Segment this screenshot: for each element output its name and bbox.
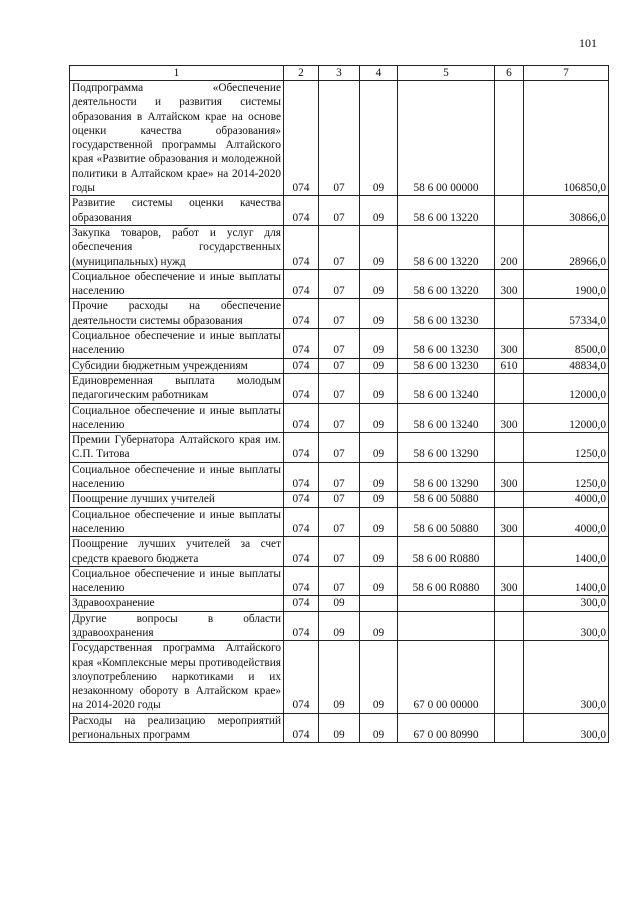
row-amount-cell: 4000,0 — [524, 492, 609, 507]
row-section-cell: 09 — [319, 641, 360, 713]
row-amount-cell: 300,0 — [524, 596, 609, 611]
row-target-code-cell: 58 6 00 13230 — [398, 358, 495, 373]
row-admin-code-cell: 074 — [284, 641, 319, 713]
row-target-code-cell: 58 6 00 13240 — [398, 403, 495, 433]
table-row — [70, 433, 609, 463]
header-col-4: 4 — [360, 66, 398, 81]
row-expense-type-cell — [495, 713, 524, 743]
row-section-cell: 07 — [319, 196, 360, 226]
row-admin-code-cell: 074 — [284, 403, 319, 433]
row-admin-code-cell: 074 — [284, 299, 319, 329]
row-expense-type-cell: 610 — [495, 358, 524, 373]
row-subsection-cell: 09 — [360, 641, 398, 713]
row-subsection-cell: 09 — [360, 225, 398, 269]
table-row — [70, 596, 609, 611]
row-target-code-cell: 58 6 00 50880 — [398, 507, 495, 537]
row-amount-cell: 57334,0 — [524, 299, 609, 329]
row-target-code-cell: 58 6 00 13230 — [398, 299, 495, 329]
row-section-cell: 07 — [319, 329, 360, 359]
table-row — [70, 537, 609, 567]
row-amount-cell: 300,0 — [524, 641, 609, 713]
row-expense-type-cell — [495, 196, 524, 226]
row-amount-cell: 48834,0 — [524, 358, 609, 373]
table-row — [70, 713, 609, 743]
row-name-cell: Другие вопросы в области здравоохранения — [70, 611, 284, 641]
row-section-cell: 07 — [319, 269, 360, 299]
row-name-cell: Единовременная выплата молодым педагогическим работникам — [70, 373, 284, 403]
row-section-cell: 07 — [319, 225, 360, 269]
row-section-cell: 07 — [319, 507, 360, 537]
row-admin-code-cell: 074 — [284, 269, 319, 299]
row-name-cell: Социальное обеспечение и иные выплаты населению — [70, 566, 284, 596]
row-admin-code-cell: 074 — [284, 373, 319, 403]
row-section-cell: 07 — [319, 373, 360, 403]
row-target-code-cell: 58 6 00 R0880 — [398, 537, 495, 567]
table-row — [70, 641, 609, 713]
row-name-cell: Поощрение лучших учителей за счет средств краевого бюджета — [70, 537, 284, 567]
row-name-cell: Социальное обеспечение и иные выплаты населению — [70, 507, 284, 537]
row-name-cell: Расходы на реализацию мероприятий региональных программ — [70, 713, 284, 743]
row-amount-cell: 1400,0 — [524, 537, 609, 567]
row-name-cell: Субсидии бюджетным учреждениям — [70, 358, 284, 373]
row-admin-code-cell: 074 — [284, 566, 319, 596]
row-admin-code-cell: 074 — [284, 433, 319, 463]
row-expense-type-cell — [495, 641, 524, 713]
row-amount-cell: 12000,0 — [524, 373, 609, 403]
row-target-code-cell: 58 6 00 13230 — [398, 329, 495, 359]
row-amount-cell: 30866,0 — [524, 196, 609, 226]
row-subsection-cell: 09 — [360, 611, 398, 641]
row-subsection-cell: 09 — [360, 269, 398, 299]
row-target-code-cell: 58 6 00 50880 — [398, 492, 495, 507]
row-subsection-cell: 09 — [360, 81, 398, 196]
row-name-cell: Социальное обеспечение и иные выплаты населению — [70, 462, 284, 492]
row-name-cell: Премии Губернатора Алтайского края им. С.П. Титова — [70, 433, 284, 463]
row-expense-type-cell — [495, 492, 524, 507]
row-expense-type-cell — [495, 433, 524, 463]
row-amount-cell: 1900,0 — [524, 269, 609, 299]
row-target-code-cell: 58 6 00 13240 — [398, 373, 495, 403]
row-section-cell: 09 — [319, 713, 360, 743]
row-target-code-cell: 58 6 00 13290 — [398, 462, 495, 492]
row-expense-type-cell: 300 — [495, 566, 524, 596]
row-subsection-cell: 09 — [360, 373, 398, 403]
row-amount-cell: 1250,0 — [524, 462, 609, 492]
row-name-cell: Прочие расходы на обеспечение деятельности системы образования — [70, 299, 284, 329]
header-col-7: 7 — [524, 66, 609, 81]
row-target-code-cell: 58 6 00 R0880 — [398, 566, 495, 596]
row-amount-cell: 1400,0 — [524, 566, 609, 596]
row-section-cell: 07 — [319, 433, 360, 463]
row-subsection-cell: 09 — [360, 358, 398, 373]
row-section-cell: 09 — [319, 596, 360, 611]
row-target-code-cell: 58 6 00 13220 — [398, 196, 495, 226]
row-admin-code-cell: 074 — [284, 225, 319, 269]
row-subsection-cell: 09 — [360, 299, 398, 329]
row-expense-type-cell: 300 — [495, 269, 524, 299]
table-row — [70, 329, 609, 359]
row-name-cell: Здравоохранение — [70, 596, 284, 611]
row-amount-cell: 12000,0 — [524, 403, 609, 433]
row-expense-type-cell: 300 — [495, 329, 524, 359]
table-header-row — [70, 66, 609, 81]
row-amount-cell: 1250,0 — [524, 433, 609, 463]
row-admin-code-cell: 074 — [284, 196, 319, 226]
table-row — [70, 81, 609, 196]
row-target-code-cell — [398, 611, 495, 641]
row-admin-code-cell: 074 — [284, 596, 319, 611]
row-subsection-cell: 09 — [360, 507, 398, 537]
header-col-5: 5 — [398, 66, 495, 81]
header-col-3: 3 — [319, 66, 360, 81]
row-name-cell: Развитие системы оценки качества образования — [70, 196, 284, 226]
row-subsection-cell: 09 — [360, 462, 398, 492]
row-expense-type-cell — [495, 373, 524, 403]
row-target-code-cell: 67 0 00 00000 — [398, 641, 495, 713]
row-amount-cell: 4000,0 — [524, 507, 609, 537]
table-row — [70, 611, 609, 641]
row-amount-cell: 106850,0 — [524, 81, 609, 196]
table-row — [70, 373, 609, 403]
row-section-cell: 07 — [319, 492, 360, 507]
row-expense-type-cell — [495, 299, 524, 329]
row-name-cell: Государственная программа Алтайского края «Комплексные меры противодействия злоупотреблению наркотиками и их незаконному обороту в Алтайском крае» на 2014-2020 годы — [70, 641, 284, 713]
header-col-6: 6 — [495, 66, 524, 81]
row-subsection-cell: 09 — [360, 329, 398, 359]
table-row — [70, 507, 609, 537]
row-name-cell: Социальное обеспечение и иные выплаты населению — [70, 269, 284, 299]
row-admin-code-cell: 074 — [284, 462, 319, 492]
table-row — [70, 299, 609, 329]
header-col-1: 1 — [70, 66, 284, 81]
row-subsection-cell: 09 — [360, 713, 398, 743]
row-section-cell: 07 — [319, 566, 360, 596]
row-admin-code-cell: 074 — [284, 358, 319, 373]
row-expense-type-cell: 200 — [495, 225, 524, 269]
row-name-cell: Социальное обеспечение и иные выплаты населению — [70, 403, 284, 433]
row-name-cell: Подпрограмма «Обеспечение деятельности и развития системы образования в Алтайском крае на основе оценки качества образования» государственной программы Алтайского края «Развитие образования и молодежной политики в Алтайском крае» на 2014-2020 годы — [70, 81, 284, 196]
row-expense-type-cell — [495, 611, 524, 641]
row-admin-code-cell: 074 — [284, 507, 319, 537]
row-expense-type-cell — [495, 537, 524, 567]
row-section-cell: 07 — [319, 358, 360, 373]
row-target-code-cell: 58 6 00 13220 — [398, 225, 495, 269]
row-subsection-cell: 09 — [360, 566, 398, 596]
row-admin-code-cell: 074 — [284, 713, 319, 743]
row-section-cell: 07 — [319, 462, 360, 492]
budget-table — [69, 65, 609, 743]
row-admin-code-cell: 074 — [284, 537, 319, 567]
row-subsection-cell: 09 — [360, 433, 398, 463]
table-row — [70, 358, 609, 373]
row-expense-type-cell: 300 — [495, 462, 524, 492]
row-expense-type-cell — [495, 81, 524, 196]
row-section-cell: 07 — [319, 299, 360, 329]
row-admin-code-cell: 074 — [284, 81, 319, 196]
row-amount-cell: 28966,0 — [524, 225, 609, 269]
row-amount-cell: 300,0 — [524, 713, 609, 743]
row-amount-cell: 300,0 — [524, 611, 609, 641]
row-target-code-cell — [398, 596, 495, 611]
table-row — [70, 566, 609, 596]
row-name-cell: Поощрение лучших учителей — [70, 492, 284, 507]
row-expense-type-cell — [495, 596, 524, 611]
row-expense-type-cell: 300 — [495, 507, 524, 537]
row-subsection-cell: 09 — [360, 403, 398, 433]
row-section-cell: 07 — [319, 403, 360, 433]
row-admin-code-cell: 074 — [284, 492, 319, 507]
table-row — [70, 269, 609, 299]
row-target-code-cell: 67 0 00 80990 — [398, 713, 495, 743]
row-admin-code-cell: 074 — [284, 329, 319, 359]
row-name-cell: Социальное обеспечение и иные выплаты населению — [70, 329, 284, 359]
table-row — [70, 462, 609, 492]
row-section-cell: 07 — [319, 537, 360, 567]
row-admin-code-cell: 074 — [284, 611, 319, 641]
row-subsection-cell: 09 — [360, 196, 398, 226]
row-section-cell: 07 — [319, 81, 360, 196]
row-expense-type-cell: 300 — [495, 403, 524, 433]
row-subsection-cell — [360, 596, 398, 611]
row-subsection-cell: 09 — [360, 537, 398, 567]
table-row — [70, 403, 609, 433]
table-row — [70, 492, 609, 507]
row-subsection-cell: 09 — [360, 492, 398, 507]
row-target-code-cell: 58 6 00 13290 — [398, 433, 495, 463]
row-section-cell: 09 — [319, 611, 360, 641]
row-name-cell: Закупка товаров, работ и услуг для обеспечения государственных (муниципальных) нужд — [70, 225, 284, 269]
row-target-code-cell: 58 6 00 00000 — [398, 81, 495, 196]
table-row — [70, 225, 609, 269]
row-target-code-cell: 58 6 00 13220 — [398, 269, 495, 299]
header-col-2: 2 — [284, 66, 319, 81]
row-amount-cell: 8500,0 — [524, 329, 609, 359]
table-row — [70, 196, 609, 226]
page-number: 101 — [579, 36, 597, 50]
